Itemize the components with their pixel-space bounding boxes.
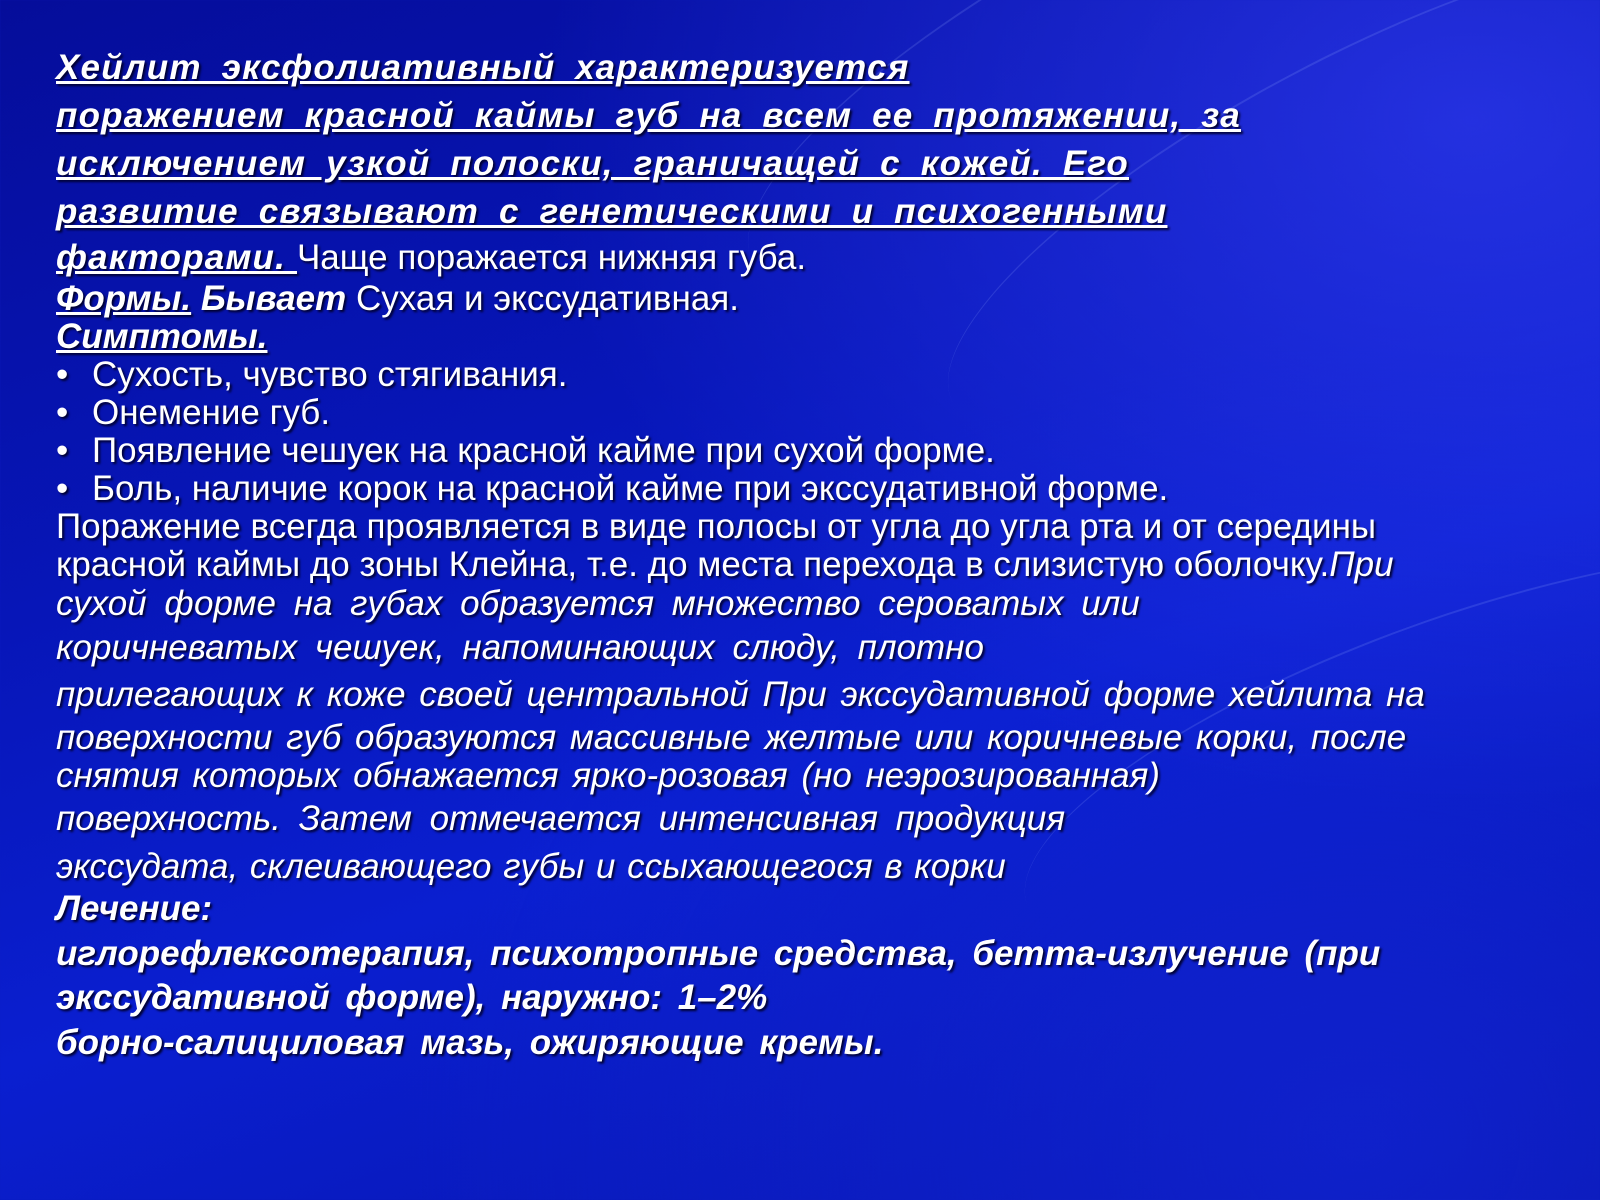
symptoms-list (56, 356, 1596, 508)
lesion-italic-line: экссудата, склеивающего губы и ссыхающегося в корки (56, 847, 1006, 886)
lesion-italic-line: сухой форме на губах образуется множество сероватых или (56, 584, 1140, 623)
lesion-italic-line: поверхности губ образуются массивные желтые или коричневые корки, после (56, 718, 1407, 757)
list-item-text: Онемение губ. (92, 393, 331, 432)
lesion-line-italic: При (1329, 545, 1394, 584)
slide-content (56, 44, 1596, 1071)
intro-last-line (56, 236, 1596, 280)
list-item (56, 356, 1596, 394)
list-item-text: Боль, наличие корок на красной кайме при экссудативной форме. (92, 469, 1169, 508)
intro-lower-lip-note: Чаще поражается нижняя губа. (296, 238, 807, 277)
lesion-italic-line: коричневатых чешуек, напоминающих слюду, плотно (56, 628, 984, 667)
bullet-marker: • (56, 393, 69, 432)
intro-line: Хейлит эксфолиативный характеризуется (56, 48, 910, 87)
treatment-line: борно-салициловая мазь, ожиряющие кремы. (56, 1023, 884, 1062)
intro-last-underlined: факторами. (56, 238, 297, 277)
forms-text: Сухая и экссудативная. (356, 279, 739, 318)
treatment-heading: Лечение: (56, 889, 213, 928)
list-item (56, 470, 1596, 508)
bullet-marker: • (56, 469, 69, 508)
treatment-line: экссудативной форме), наружно: 1–2% (56, 978, 768, 1017)
symptoms-heading: Симптомы. (56, 317, 268, 356)
intro-line: исключением узкой полоски, граничащей с кожей. Его (56, 144, 1129, 183)
list-item-text: Сухость, чувство стягивания. (92, 355, 568, 394)
intro-line: развитие связывают с генетическими и психогенными (56, 192, 1168, 231)
lesion-paragraph (56, 508, 1596, 891)
treatment-section (56, 891, 1596, 1071)
list-item (56, 432, 1596, 470)
lesion-italic-line: снятия которых обнажается ярко-розовая (но неэрозированная) (56, 756, 1160, 795)
list-item (56, 394, 1596, 432)
lesion-line (56, 546, 1596, 584)
bullet-marker: • (56, 431, 69, 470)
treatment-line: иглорефлексотерапия, психотропные средства, бетта-излучение (при (56, 934, 1381, 973)
lesion-italic-line: прилегающих к коже своей центральной При экссудативной форме хейлита на (56, 675, 1425, 714)
intro-line: поражением красной каймы губ на всем ее протяжении, за (56, 96, 1241, 135)
lesion-line: Поражение всегда проявляется в виде полосы от угла до угла рта и от середины (56, 507, 1377, 546)
intro-paragraph (56, 44, 1596, 280)
lesion-italic-line: поверхность. Затем отмечается интенсивная продукция (56, 799, 1066, 838)
list-item-text: Появление чешуек на красной кайме при сухой форме. (92, 431, 995, 470)
forms-label: Формы. (56, 279, 192, 318)
forms-line (56, 280, 1596, 318)
bullet-marker: • (56, 355, 69, 394)
forms-word: Бывает (191, 279, 356, 318)
lesion-line-text: красной каймы до зоны Клейна, т.е. до места перехода в слизистую оболочку. (56, 545, 1330, 584)
